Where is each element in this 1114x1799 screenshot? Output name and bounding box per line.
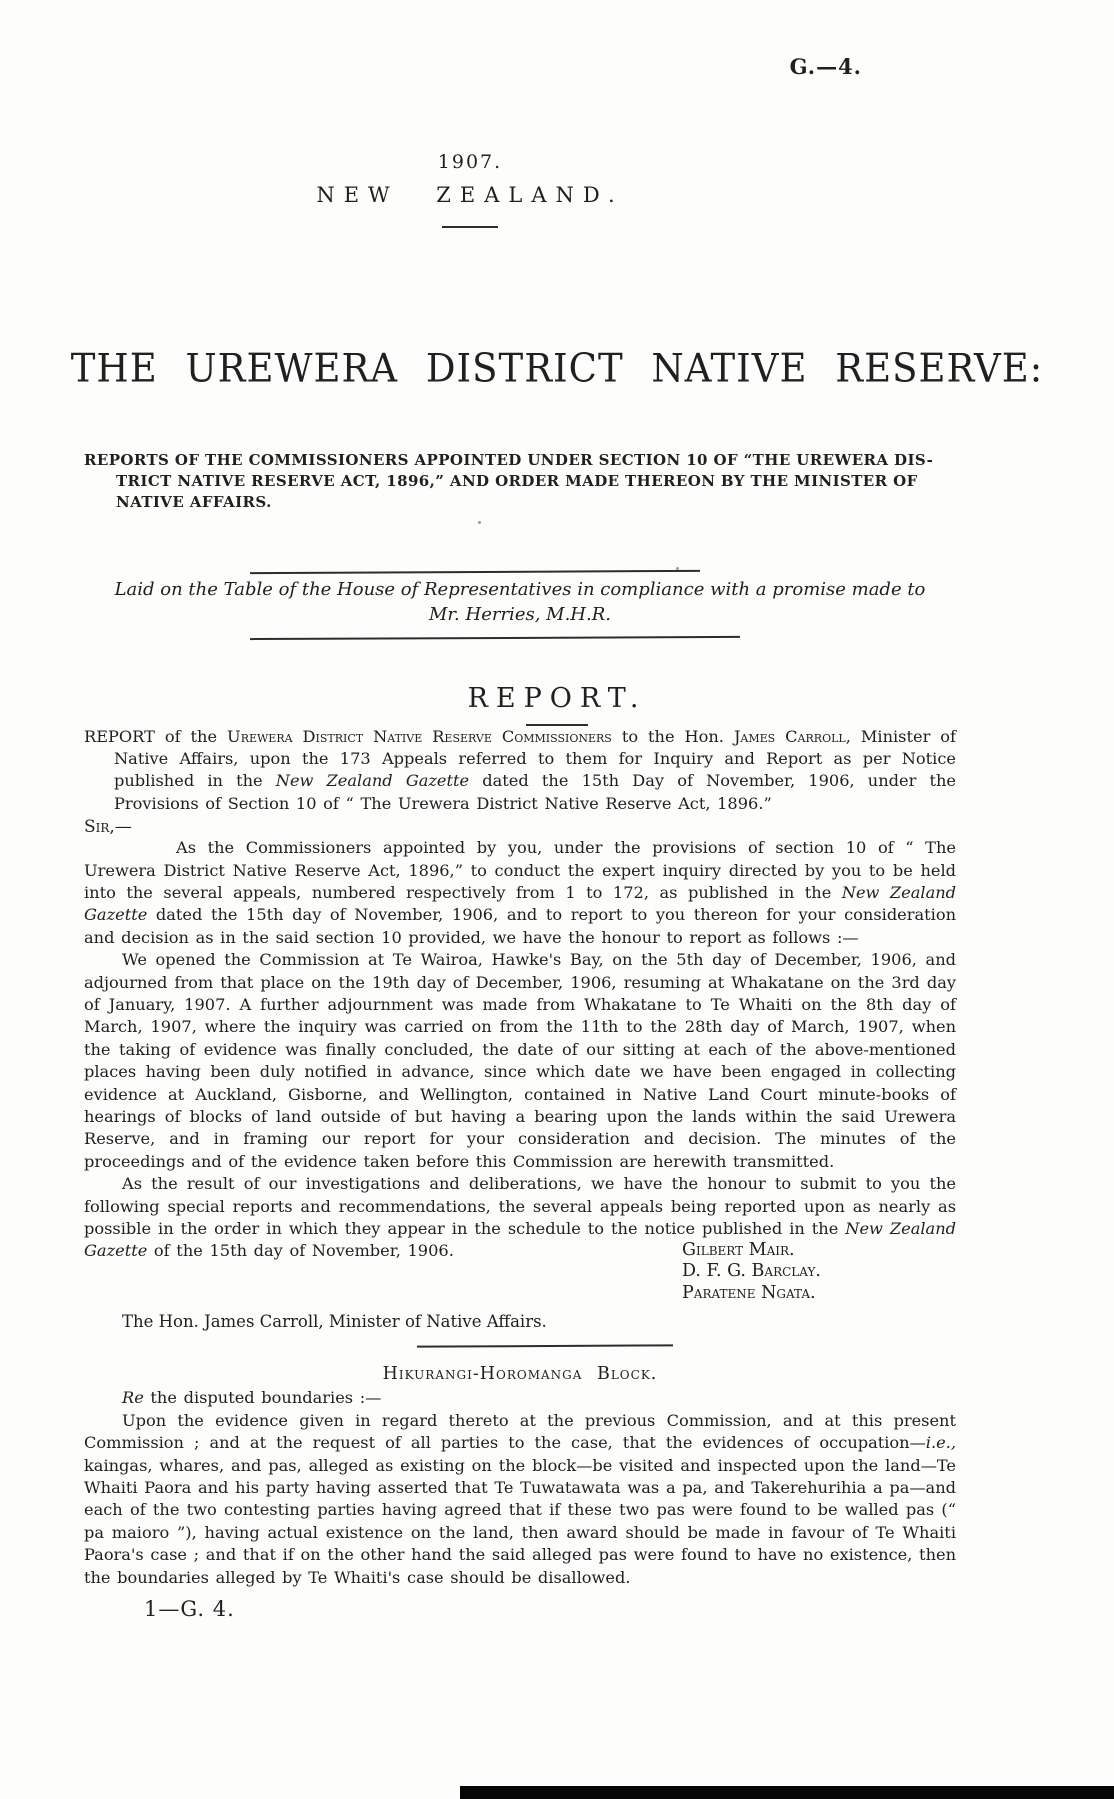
scan-speck xyxy=(478,521,481,524)
masthead-divider xyxy=(442,226,498,228)
report-intro-paragraph xyxy=(84,726,956,816)
scan-artifact-bar xyxy=(460,1786,1114,1799)
subtitle-line-3: NATIVE AFFAIRS. xyxy=(116,493,272,511)
intro-seg-james-carroll: James Carroll, xyxy=(733,726,851,746)
laid-divider-bottom xyxy=(250,635,740,639)
signature-item-gilbert-mair: Gilbert Mair. xyxy=(682,1239,795,1260)
intro-seg-dated: dated the 15th Day of November, 1906, under the Provisions of Section 10 of “ The Urewera District Native Reserve Act, 1896.” xyxy=(114,771,957,813)
scan-speck xyxy=(676,567,679,570)
block-seg-evidence: Upon the evidence given in regard thereto at the previous Commission, and at this present Commission ; and at the request of all parties to the case, that the evidences of occupation— xyxy=(84,1410,956,1453)
signature-item-barclay: D. F. G. Barclay. xyxy=(682,1261,821,1282)
intro-seg-gazette-italic: New Zealand Gazette xyxy=(275,771,470,791)
paragraph-commission-sittings: We opened the Commission at Te Wairoa, Hawke's Bay, on the 5th day of December, 1906, and adjourned from that place on the 19th day of December, 1906, resuming at Whakatane on the 3rd day of January, 1907. A further adjournment was made from Whakatane to Te Whaiti on the 8th day of March, 1907, where the inquiry was carried on from the 11th to the 28th day of March, 1907, when the taking of evidence was finally concluded, the date of our sitting at each of the above-mentioned places having been duly notified in advance, since which date we have been engaged in collecting evidence at Auckland, Gisborne, and Wellington, contained in Native Land Court minute-books of hearings of blocks of land outside of but having a bearing upon the lands within the said Urewera Reserve, and in framing our report for your consideration and decision. The minutes of the proceedings and of the evidence taken before this Commission are herewith transmitted. xyxy=(84,950,956,1171)
block-seg-ie-italic: i.e., xyxy=(925,1433,956,1453)
para3-seg-date: of the 15th day of November, 1906. xyxy=(147,1241,454,1261)
re-disputed-boundaries-line xyxy=(84,1387,956,1409)
intro-seg-report-word: REPORT xyxy=(84,726,155,746)
intro-seg-of-the: of the xyxy=(154,726,228,746)
laid-statement-line2: Mr. Herries, M.H.R. xyxy=(429,603,611,625)
paragraph-commission-appointment xyxy=(84,837,956,949)
para3-seg-gazette-italic: New Zealand Gazette xyxy=(84,1219,956,1261)
salutation: Sir,— xyxy=(84,817,132,838)
doc-reference: G.—4. xyxy=(789,54,862,79)
re-seg-text: the disputed boundaries :— xyxy=(143,1388,382,1408)
re-seg-re-italic: Re xyxy=(122,1388,144,1408)
block-seg-kaingas: kaingas, whares, and pas, alleged as existing on the block—be visited and inspected upon the land—Te Whaiti Paora and his party having asserted that Te Tuwatawata was a pa, and Takerehurihia a pa—and each of the two contesting parties having agreed that if these two pas were found to be walled pas (“ pa maioro ”), having actual existence on the land, then award should be made in favour of Te Whaiti Paora's case ; and that if on the other hand the said alleged pas were found to have no existence, then the boundaries alleged by Te Whaiti's case should be disallowed. xyxy=(84,1455,956,1587)
para3-seg-result: As the result of our investigations and deliberations, we have the honour to submit to you the following special reports and recommendations, the several appeals being reported upon as nearly as possible in the order in which they appear in the schedule to the notice published in the xyxy=(84,1174,956,1239)
subtitle-line-1: REPORTS OF THE COMMISSIONERS APPOINTED UNDER SECTION 10 OF “THE UREWERA DIS- xyxy=(84,451,934,469)
block-paragraph xyxy=(84,1410,956,1589)
country-heading: NEW ZEALAND. xyxy=(316,183,624,207)
subtitle-line-2: TRICT NATIVE RESERVE ACT, 1896,” AND ORDER MADE THEREON BY THE MINISTER OF xyxy=(116,472,918,490)
intro-seg-commissioners: Urewera District Native Reserve Commissioners xyxy=(227,726,612,746)
intro-seg-to-hon: to the Hon. xyxy=(611,726,734,746)
intro-seg-minister: Minister of Native Affairs, upon the 173 Appeals referred to them for Inquiry and Report as per Notice published in the xyxy=(114,726,957,791)
page-signature: 1—G. 4. xyxy=(144,1597,235,1621)
report-heading: REPORT. xyxy=(467,683,647,714)
year-heading: 1907. xyxy=(437,151,503,173)
block-heading: Hikurangi-Horomanga Block. xyxy=(382,1364,658,1385)
masthead xyxy=(84,0,856,228)
addressee-line: The Hon. James Carroll, Minister of Native Affairs. xyxy=(122,1312,547,1332)
subtitle xyxy=(84,450,956,513)
signature-item-paratene-ngata: Paratene Ngata. xyxy=(682,1282,816,1303)
para1-seg-gazette-italic: New Zealand Gazette xyxy=(84,882,957,925)
main-title: THE UREWERA DISTRICT NATIVE RESERVE: xyxy=(70,345,1044,392)
para1-seg-report-as-follows: dated the 15th day of November, 1906, and to report to you thereon for your consideration and decision as in the said section 10 provided, we have the honour to report as follows :— xyxy=(84,905,956,947)
signature-list xyxy=(682,1240,956,1305)
para1-seg-appointment: As the Commissioners appointed by you, under the provisions of section 10 of “ The Urewera District Native Reserve Act, 1896,” to conduct the expert inquiry directed by you to be held into the several appeals, numbered respectively from 1 to 172, as published in the xyxy=(84,838,956,902)
laid-statement-line1: Laid on the Table of the House of Representatives in compliance with a promise made to xyxy=(114,578,926,600)
section-divider xyxy=(417,1345,673,1348)
laid-divider-top xyxy=(250,570,700,574)
